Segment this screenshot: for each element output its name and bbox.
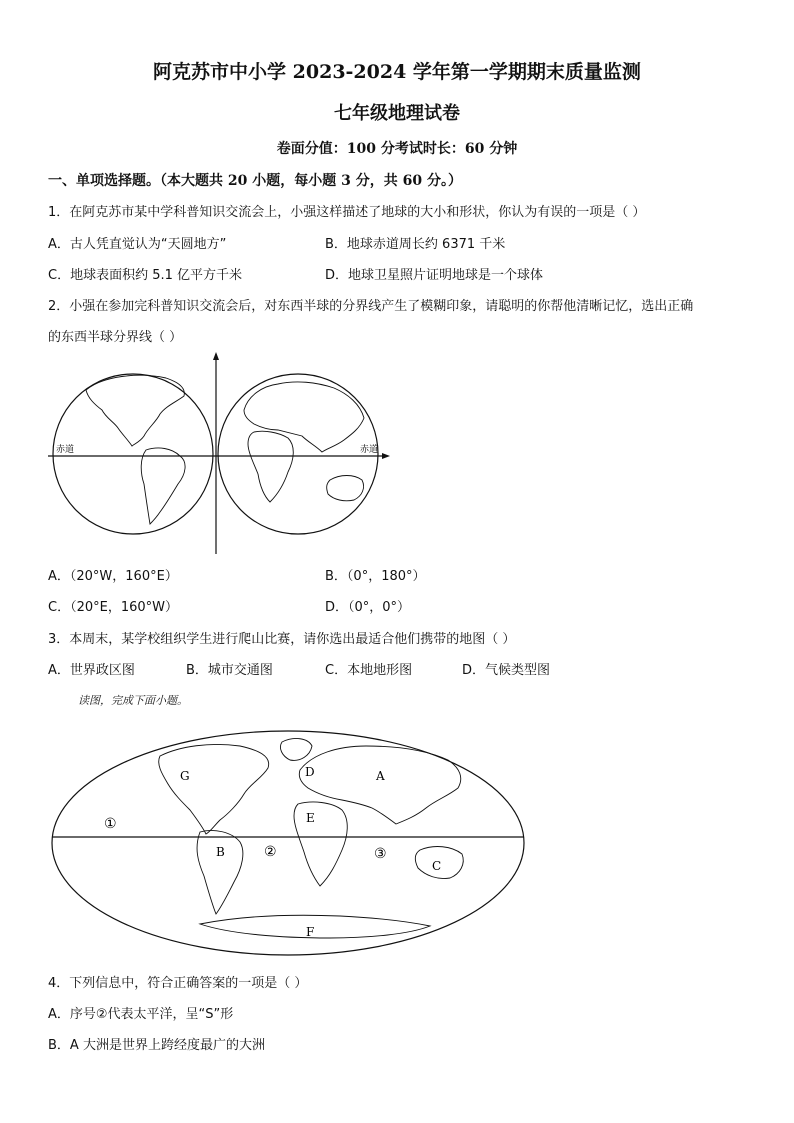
q3-option-b: B．城市交通图 <box>186 663 273 678</box>
continent-label-f: F <box>306 925 315 939</box>
north-america-outline <box>159 744 269 834</box>
continent-label-b: B <box>216 845 225 859</box>
q2-stem-line2: 的东西半球分界线（ ） <box>48 330 183 345</box>
q1-stem: 1．在阿克苏市某中学科普知识交流会上，小强这样描述了地球的大小和形状，你认为有误的一项是（ ） <box>48 205 646 220</box>
q3-stem: 3．本周末，某学校组织学生进行爬山比赛，请你选出最适合他们携带的地图（ ） <box>48 632 516 647</box>
continent-label-d: D <box>305 765 315 779</box>
africa-outline <box>294 802 347 886</box>
continent-label-g: G <box>180 769 190 783</box>
ocean-label-1: ① <box>104 816 117 832</box>
australia-outline <box>327 476 364 501</box>
exam-meta: 卷面分值：100 分考试时长：60 分钟 <box>276 141 518 157</box>
exam-title: 阿克苏市中小学 2023-2024 学年第一学期期末质量监测 <box>153 61 641 83</box>
q1-option-c: C．地球表面积约 5.1 亿平方千米 <box>48 268 243 283</box>
world-map-border <box>52 731 524 955</box>
eurasia-outline <box>299 746 460 824</box>
exam-subtitle: 七年级地理试卷 <box>334 103 460 124</box>
q1-option-b: B．地球赤道周长约 6371 千米 <box>325 237 506 252</box>
ocean-label-2: ② <box>264 844 277 860</box>
q2-option-c: C．（20°E，160°W） <box>48 600 179 615</box>
eurasia-outline <box>244 382 364 452</box>
north-america-outline <box>86 375 184 446</box>
q4-option-b: B．A 大洲是世界上跨经度最广的大洲 <box>48 1038 265 1053</box>
q2-option-b: B．（0°，180°） <box>325 569 426 584</box>
q2-option-a: A．（20°W，160°E） <box>48 569 178 584</box>
greenland-outline <box>280 739 312 761</box>
africa-outline <box>248 431 293 502</box>
q1-option-a: A．古人凭直觉认为“天圆地方” <box>48 237 227 252</box>
south-america-outline <box>197 830 243 914</box>
world-map <box>50 728 526 960</box>
eastern-hemisphere-circle <box>218 374 378 534</box>
q2-stem-line1: 2．小强在参加完科普知识交流会后，对东西半球的分界线产生了模糊印象，请聪明的你帮他清晰记忆，选出正确 <box>48 299 694 314</box>
q4-stem: 4．下列信息中，符合正确答案的一项是（ ） <box>48 976 308 991</box>
western-hemisphere-circle <box>53 374 213 534</box>
south-america-outline <box>141 448 185 524</box>
q3-option-c: C．本地地形图 <box>325 663 413 678</box>
section-heading: 一、单项选择题。（本大题共 20 小题，每小题 3 分，共 60 分。） <box>48 173 462 189</box>
read-map-note: 读图，完成下面小题。 <box>78 694 188 707</box>
q3-option-d: D．气候类型图 <box>462 663 551 678</box>
q2-option-d: D．（0°，0°） <box>325 600 411 615</box>
q1-option-d: D．地球卫星照片证明地球是一个球体 <box>325 268 544 283</box>
hemisphere-map <box>48 352 398 557</box>
continent-label-e: E <box>306 811 315 825</box>
q3-option-a: A．世界政区图 <box>48 663 135 678</box>
antarctica-outline <box>200 915 430 938</box>
continent-label-a: A <box>376 769 385 783</box>
axis-arrow-up <box>213 352 219 360</box>
equator-label-right: 赤道 <box>360 445 379 455</box>
q4-option-a: A．序号②代表太平洋，呈“S”形 <box>48 1007 234 1022</box>
axis-arrow-right <box>382 453 390 459</box>
ocean-label-3: ③ <box>374 846 387 862</box>
equator-label-left: 赤道 <box>56 445 75 455</box>
continent-label-c: C <box>432 859 442 873</box>
